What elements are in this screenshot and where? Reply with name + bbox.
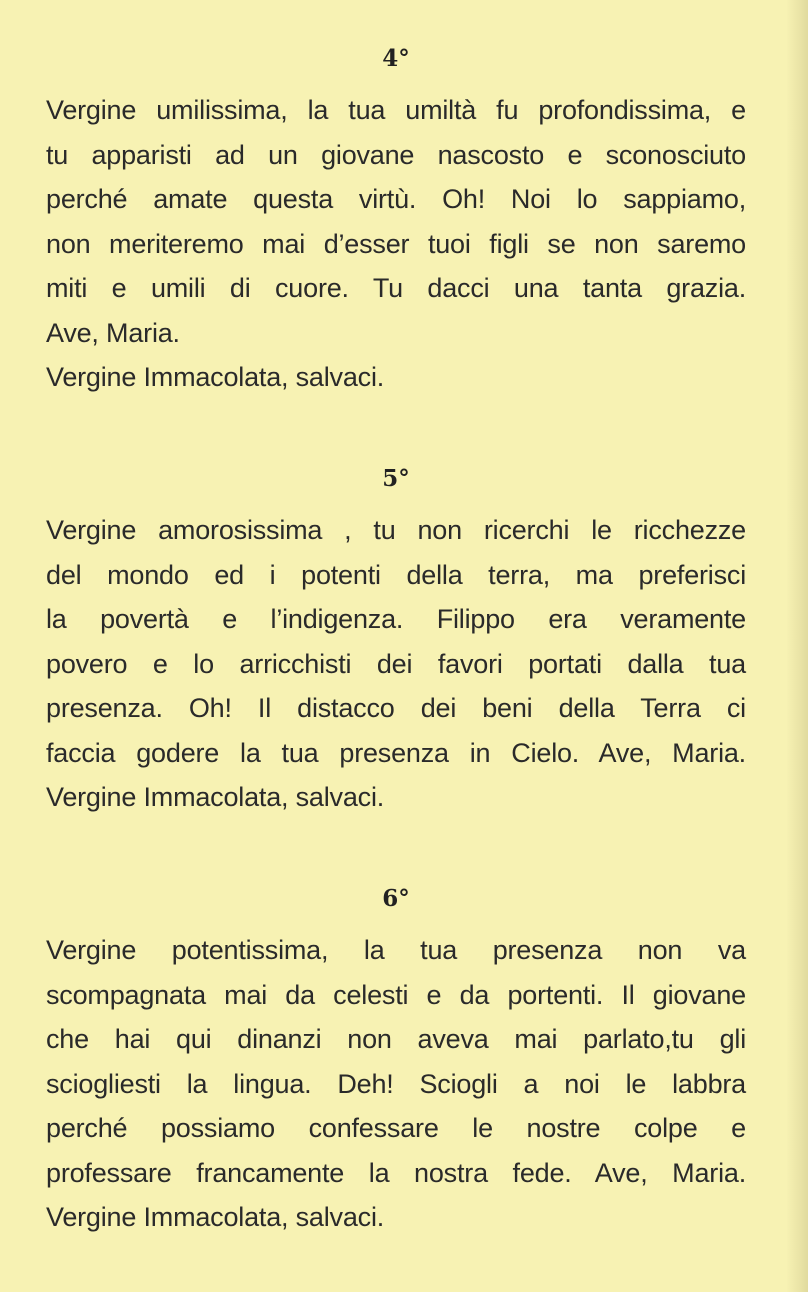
- text-line: Ave, Maria.: [46, 317, 180, 348]
- text-line: tu apparisti ad un giovane nascosto e sconosciuto: [46, 139, 746, 170]
- section-number: 6°: [382, 885, 410, 912]
- text-line: Vergine umilissima, la tua umiltà fu profondissima, e: [46, 95, 746, 125]
- prayer-text: [46, 508, 746, 820]
- text-line: non meriteremo mai d’esser tuoi figli se non saremo: [46, 228, 746, 259]
- text-line: presenza. Oh! Il distacco dei beni della Terra ci: [46, 693, 746, 723]
- text-line: che hai qui dinanzi non aveva mai parlato,tu gli: [46, 1024, 746, 1054]
- refrain-line: Vergine Immacolata, salvaci.: [46, 362, 385, 392]
- text-line: perché amate questa virtù. Oh! Noi lo sappiamo,: [46, 184, 746, 214]
- text-line: perché possiamo confessare le nostre colpe e: [46, 1113, 746, 1143]
- text-line: Vergine potentissima, la tua presenza non va: [46, 935, 746, 965]
- prayer-text: [46, 928, 746, 1240]
- prayer-text: [46, 88, 746, 400]
- page-edge-shadow: [786, 0, 808, 1292]
- refrain-line: Vergine Immacolata, salvaci.: [46, 1202, 385, 1232]
- text-line: sciogliesti la lingua. Deh! Sciogli a noi le labbra: [46, 1068, 746, 1099]
- refrain-line: Vergine Immacolata, salvaci.: [46, 782, 385, 812]
- section-number: 4°: [382, 45, 410, 72]
- text-line: la povertà e l’indigenza. Filippo era veramente: [46, 604, 746, 634]
- text-line: povero e lo arricchisti dei favori portati dalla tua: [46, 648, 746, 679]
- text-line: scompagnata mai da celesti e da portenti. Il giovane: [46, 979, 746, 1010]
- text-line: professare francamente la nostra fede. Ave, Maria.: [46, 1157, 746, 1188]
- text-line: Vergine amorosissima , tu non ricerchi le ricchezze: [46, 515, 746, 545]
- text-line: miti e umili di cuore. Tu dacci una tanta grazia.: [46, 273, 746, 303]
- text-line: faccia godere la tua presenza in Cielo. Ave, Maria.: [46, 737, 746, 768]
- text-line: del mondo ed i potenti della terra, ma preferisci: [46, 559, 746, 590]
- section-number: 5°: [382, 465, 410, 492]
